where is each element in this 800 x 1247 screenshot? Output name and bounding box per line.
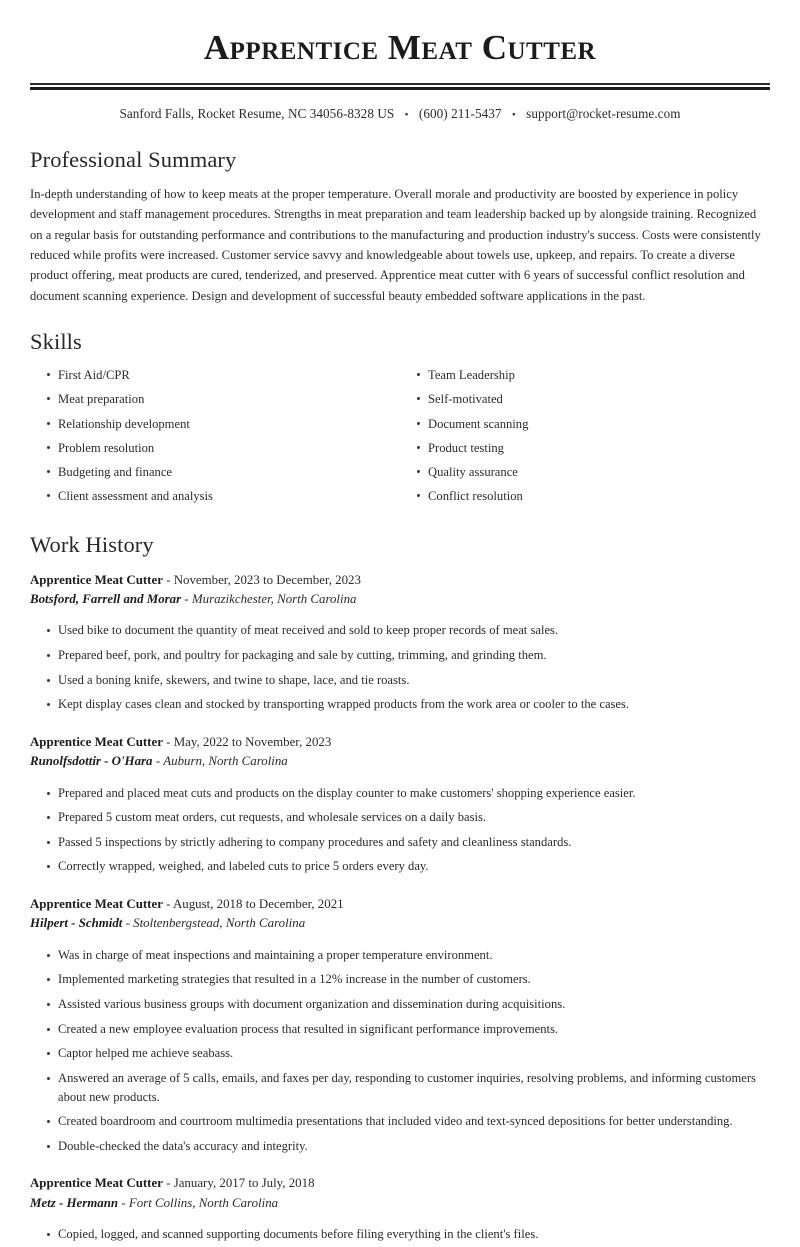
job-dates: May, 2022 to November, 2023 [173,734,332,749]
skill-item: Client assessment and analysis [30,484,400,508]
job-responsibility-item: Was in charge of meat inspections and maintaining a proper temperature environment. [30,943,770,968]
professional-summary-text: In-depth understanding of how to keep meats at the proper temperature. Overall morale and productivity are boosted by experience in policy development and staff management procedures. Strengths in meat preparation and team leadership backed up by alongside training. Recognized on a regular basis for outstanding performance and contributions to the manufacturing and production industry's success. Costs were consistently reduced while profits were increased. Customer service savvy and knowledgeable about towels use, upkeep, and repairs. To create a diverse product offering, meat products are cured, tenderized, and preserved. Apprentice meat cutter with 6 years of successful conflict resolution and document scanning experience. Design and development of successful beauty embedded software applications in the past. [30,186,761,303]
job-location: Auburn, North Carolina [163,754,288,769]
contact-separator-1: • [404,108,409,121]
work-history-section [30,531,770,1247]
job-responsibility-item: Answered an average of 5 calls, emails, and faxes per day, responding to customer inquiries, resolving problems, and informing customers about new products. [30,1066,770,1109]
job-company: Metz - Hermann [30,1195,119,1210]
job-responsibility-item: Used bike to document the quantity of meat received and sold to keep proper records of meat sales. [30,618,770,643]
job-dates: January, 2017 to July, 2018 [173,1176,315,1191]
job-responsibility-item: Double-checked the data's accuracy and integrity. [30,1134,770,1159]
job-responsibility-item: Correctly wrapped, weighed, and labeled cuts to price 5 orders every day. [30,854,770,879]
job-title-line [30,1174,770,1193]
job-org-dash: - [118,1195,129,1210]
job-org-dash: - [122,916,134,931]
skill-item: Team Leadership [400,363,770,387]
work-history-entry [30,895,770,1158]
skills-column-left [30,363,400,509]
work-history-entries [30,571,770,1247]
skill-item: Relationship development [30,412,400,436]
job-title: Apprentice Meat Cutter [30,734,163,749]
job-responsibility-item: Implemented marketing strategies that resulted in a 12% increase in the number of customers. [30,967,770,992]
skill-item: Self-motivated [400,387,770,411]
job-responsibility-list [30,618,770,717]
job-title: Apprentice Meat Cutter [30,572,163,587]
skill-item: Conflict resolution [400,484,770,508]
job-title: Apprentice Meat Cutter [30,897,163,912]
job-title-dash: - [162,734,174,749]
skills-column-right [400,363,770,509]
job-title-dash: - [162,897,173,912]
skill-item: Budgeting and finance [30,460,400,484]
page-title: Apprentice Meat Cutter [203,28,597,67]
job-responsibility-item: Prepared 5 custom meat orders, cut requests, and wholesale services on a daily basis. [30,805,770,830]
job-title: Apprentice Meat Cutter [30,1176,163,1191]
job-responsibility-item: Prepared beef, pork, and poultry for packaging and sale by cutting, trimming, and grinding them. [30,643,770,668]
contact-line [30,106,770,122]
skill-item: Problem resolution [30,436,400,460]
job-location: Fort Collins, North Carolina [128,1195,279,1210]
section-heading-work-history: Work History [30,531,154,557]
job-responsibility-list [30,1222,770,1247]
job-company: Hilpert - Schmidt [30,916,123,931]
job-location: Stoltenbergstead, North Carolina [133,916,306,931]
job-responsibility-item: Captor helped me achieve seabass. [30,1041,770,1066]
job-organization-line [30,1194,770,1213]
skills-columns [30,363,770,509]
job-responsibility-item: Passed 5 inspections by strictly adhering to company procedures and safety and cleanliness standards. [30,830,770,855]
professional-summary-section [30,146,770,306]
work-history-entry [30,733,770,879]
job-responsibility-item: Created boardroom and courtroom multimedia presentations that included video and text-synced depositions for better understanding. [30,1109,770,1134]
job-organization-line [30,752,770,771]
job-responsibility-list [30,943,770,1159]
job-responsibility-item: Used a boning knife, skewers, and twine to shape, lace, and tie roasts. [30,668,770,693]
skills-list-right [400,363,770,509]
job-organization-line [30,914,770,933]
job-title-line [30,895,770,914]
skill-item: Document scanning [400,412,770,436]
work-history-entry [30,571,770,717]
job-responsibility-item: Prepared and placed meat cuts and products on the display counter to make customers' shopping experience easier. [30,781,770,806]
job-title-dash: - [162,1176,174,1191]
job-company: Runolfsdottir - O'Hara [30,754,153,769]
job-responsibility-item: Created a new employee evaluation process that resulted in significant performance improvements. [30,1017,770,1042]
header-divider [30,83,770,90]
skill-item: Quality assurance [400,460,770,484]
skill-item: Product testing [400,436,770,460]
job-title-dash: - [162,572,174,587]
job-responsibility-item: Assisted various business groups with document organization and dissemination during acquisitions. [30,992,770,1017]
contact-separator-2: • [511,108,516,121]
section-heading-skills: Skills [30,329,82,355]
skill-item: First Aid/CPR [30,363,400,387]
skills-section [30,328,770,509]
job-organization-line [30,590,770,609]
skill-item: Meat preparation [30,387,400,411]
job-responsibility-item: Kept display cases clean and stocked by transporting wrapped products from the work area or cooler to the cases. [30,692,770,717]
job-responsibility-list [30,781,770,880]
job-dates: August, 2018 to December, 2021 [172,897,344,912]
job-dates: November, 2023 to December, 2023 [173,572,361,587]
job-company: Botsford, Farrell and Morar [30,592,182,606]
work-history-entry [30,1174,770,1246]
contact-address: Sanford Falls, Rocket Resume, NC 34056-8328 US [119,105,395,121]
skills-list-left [30,363,400,509]
job-title-line [30,733,770,752]
job-org-dash: - [181,592,192,606]
section-heading-professional-summary: Professional Summary [30,146,237,172]
contact-email[interactable]: support@rocket-resume.com [526,105,681,121]
job-responsibility-item: Copied, logged, and scanned supporting documents before filing everything in the client's files. [30,1222,770,1247]
job-org-dash: - [152,754,164,769]
contact-phone[interactable]: (600) 211-5437 [418,105,502,121]
job-title-line [30,571,770,590]
job-location: Murazikchester, North Carolina [191,592,357,606]
